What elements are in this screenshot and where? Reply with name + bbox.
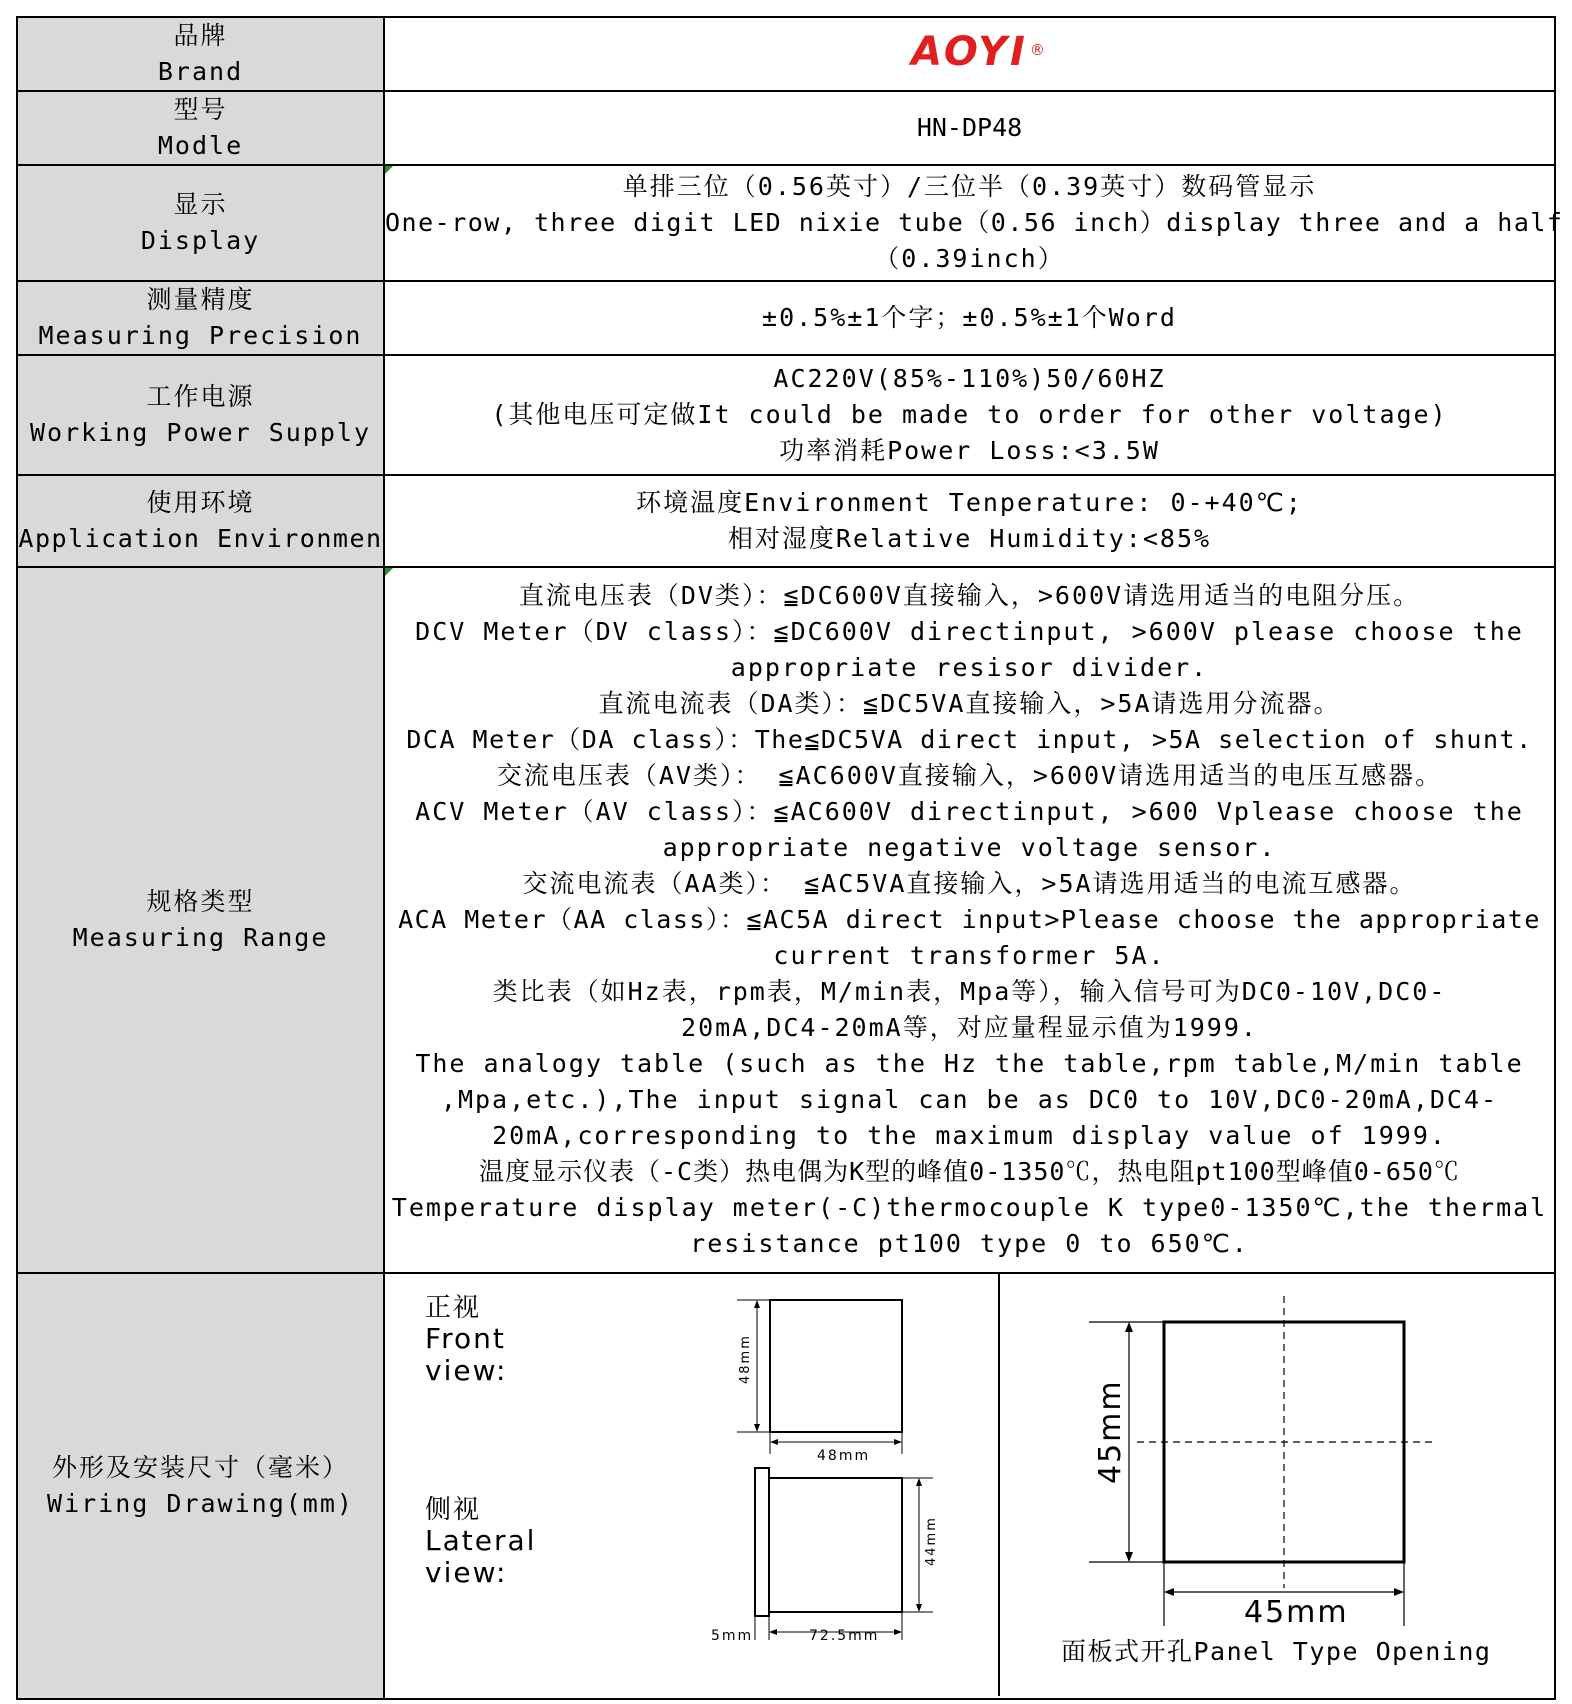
front-view-outline: [770, 1300, 902, 1432]
display-line-3: （0.39inch）: [874, 244, 1065, 273]
panel-type-caption: 面板式开孔Panel Type Opening: [1061, 1637, 1492, 1666]
range-line-11: current transformer 5A.: [773, 941, 1166, 970]
label-brand-cn: 品牌: [173, 21, 228, 50]
label-drawing-en: Wiring Drawing(mm): [47, 1489, 354, 1518]
side-arrow-b-left: [769, 1629, 777, 1635]
label-brand-en: Brand: [157, 57, 244, 86]
dimension-drawings: [385, 1274, 1554, 1696]
label-drawing-cn: 外形及安装尺寸（毫米）: [51, 1453, 349, 1482]
front-arrow-left: [770, 1439, 778, 1445]
front-arrow-right: [894, 1439, 902, 1445]
range-line-1: 直流电压表（DV类）：≦DC600V直接输入，>600V请选用适当的电阻分压。: [518, 581, 1421, 610]
front-arrow-top: [754, 1300, 760, 1308]
label-range: [17, 567, 384, 1273]
range-line-7: ACV Meter（AV class）：≦AC600V directinput, >600 Vplease choose the: [415, 797, 1524, 826]
row-display: [17, 165, 1555, 281]
aoyi-logo: [911, 28, 1048, 75]
dimension-drawing-svg: [385, 1274, 1556, 1696]
front-view-en2: view:: [425, 1354, 508, 1387]
side-view-en2: view:: [425, 1556, 508, 1589]
label-brand: [17, 17, 384, 91]
range-line-3: appropriate resisor divider.: [730, 653, 1209, 682]
power-line-1: AC220V(85%-110%)50/60HZ: [773, 364, 1166, 393]
logo-text: AOYI: [911, 28, 1028, 75]
front-dim-height: 48mm: [738, 1334, 753, 1384]
label-range-en: Measuring Range: [72, 923, 329, 952]
label-display-en: Display: [140, 226, 261, 255]
row-power: [17, 355, 1555, 475]
label-power-cn: 工作电源: [146, 382, 255, 411]
range-line-18: Temperature display meter(-C)thermocouple K type0-1350℃,the thermal: [391, 1193, 1548, 1222]
panel-dim-width: 45mm: [1244, 1595, 1349, 1630]
side-dim-depth-a: 5mm: [711, 1628, 754, 1644]
label-range-cn: 规格类型: [146, 887, 255, 916]
spec-sheet: [16, 16, 1564, 1688]
label-display-cn: 显示: [173, 190, 228, 219]
row-drawing: [17, 1273, 1555, 1699]
row-environment: [17, 475, 1555, 567]
range-line-12: 类比表（如Hz表，rpm表，M/min表，Mpa等），输入信号可为DC0-10V,DC0-: [492, 977, 1447, 1006]
row-model: [17, 91, 1555, 165]
side-view-cn: 侧视: [425, 1495, 482, 1525]
range-line-6: 交流电压表（AV类）： ≦AC600V直接输入，>600V请选用适当的电压互感器。: [496, 761, 1443, 790]
range-line-4: 直流电流表（DA类）：≦DC5VA直接输入，>5A请选用分流器。: [598, 689, 1341, 718]
range-line-14: The analogy table (such as the Hz the table,rpm table,M/min table: [415, 1049, 1524, 1078]
front-dim-width: 48mm: [817, 1448, 871, 1464]
label-precision-en: Measuring Precision: [38, 321, 363, 350]
range-line-13: 20mA,DC4-20mA等，对应量程显示值为1999.: [681, 1013, 1258, 1042]
front-view-cn: 正视: [425, 1293, 482, 1323]
row-precision: [17, 281, 1555, 355]
side-arrow-b-right: [894, 1629, 902, 1635]
label-model: [17, 91, 384, 165]
side-dim-depth-b: 72.5mm: [809, 1628, 880, 1644]
model-number: HN-DP48: [916, 113, 1023, 142]
value-precision: [384, 281, 1555, 355]
power-line-3: 功率消耗Power Loss:<3.5W: [779, 436, 1160, 465]
value-display: [384, 165, 1564, 281]
panel-arrow-bottom: [1125, 1552, 1133, 1562]
label-environment-en: Application Environmen: [18, 524, 383, 553]
range-line-9: 交流电流表（AA类）： ≦AC5VA直接输入，>5A请选用适当的电流互感器。: [522, 869, 1417, 898]
label-power-en: Working Power Supply: [29, 418, 372, 447]
panel-arrow-left: [1164, 1588, 1174, 1596]
label-environment-cn: 使用环境: [146, 488, 255, 517]
range-line-2: DCV Meter（DV class）：≦DC600V directinput, >600V please choose the: [415, 617, 1524, 646]
value-range: [384, 567, 1555, 1273]
value-drawing: [384, 1273, 1555, 1699]
side-view-bezel: [755, 1468, 769, 1616]
range-line-10: ACA Meter（AA class）：≦AC5A direct input>Please choose the appropriate: [398, 905, 1541, 934]
range-line-5: DCA Meter（DA class）：The≦DC5VA direct input, >5A selection of shunt.: [406, 725, 1533, 754]
display-line-2: One-row, three digit LED nixie tube（0.56 inch）display three and a half: [385, 208, 1564, 237]
value-brand: [384, 17, 1555, 91]
side-view-en1: Lateral: [425, 1524, 537, 1557]
row-brand: [17, 17, 1555, 91]
panel-dim-height: 45mm: [1093, 1379, 1128, 1484]
panel-arrow-right: [1394, 1588, 1404, 1596]
label-display: [17, 165, 384, 281]
range-line-16: 20mA,corresponding to the maximum display value of 1999.: [492, 1121, 1447, 1150]
side-arrow-bottom: [916, 1604, 922, 1612]
precision-line-1: ±0.5%±1个字；±0.5%±1个Word: [762, 303, 1177, 332]
registered-mark: ®: [1029, 40, 1048, 59]
side-view-body: [769, 1478, 902, 1612]
range-line-8: appropriate negative voltage sensor.: [662, 833, 1277, 862]
value-model: [384, 91, 1555, 165]
value-power: [384, 355, 1555, 475]
spec-table: [16, 16, 1564, 1700]
label-model-cn: 型号: [173, 95, 228, 124]
display-line-1: 单排三位（0.56英寸）/三位半（0.39英寸）数码管显示: [622, 172, 1317, 201]
range-line-17: 温度显示仪表（-C类）热电偶为K型的峰值0-1350℃，热电阻pt100型峰值0-650℃: [479, 1157, 1460, 1186]
cell-marker: [385, 166, 393, 174]
label-precision: [17, 281, 384, 355]
side-arrow-top: [916, 1478, 922, 1486]
range-line-19: resistance pt100 type 0 to 650℃.: [690, 1229, 1249, 1258]
label-precision-cn: 测量精度: [146, 285, 255, 314]
label-drawing: [17, 1273, 384, 1699]
front-view-en1: Front: [425, 1322, 506, 1355]
label-power: [17, 355, 384, 475]
value-environment: [384, 475, 1555, 567]
side-dim-height: 44mm: [924, 1516, 939, 1566]
environment-line-1: 环境温度Environment Tenperature: 0-+40℃;: [636, 488, 1303, 517]
label-environment: [17, 475, 384, 567]
power-line-2: (其他电压可定做It could be made to order for other voltage): [491, 400, 1448, 429]
row-range: [17, 567, 1555, 1273]
panel-arrow-top: [1125, 1322, 1133, 1332]
label-model-en: Modle: [157, 131, 244, 160]
environment-line-2: 相对湿度Relative Humidity:<85%: [727, 524, 1212, 553]
front-arrow-bottom: [754, 1424, 760, 1432]
cell-marker-range: [385, 568, 393, 576]
range-line-15: ,Mpa,etc.),The input signal can be as DC0 to 10V,DC0-20mA,DC4-: [440, 1085, 1499, 1114]
